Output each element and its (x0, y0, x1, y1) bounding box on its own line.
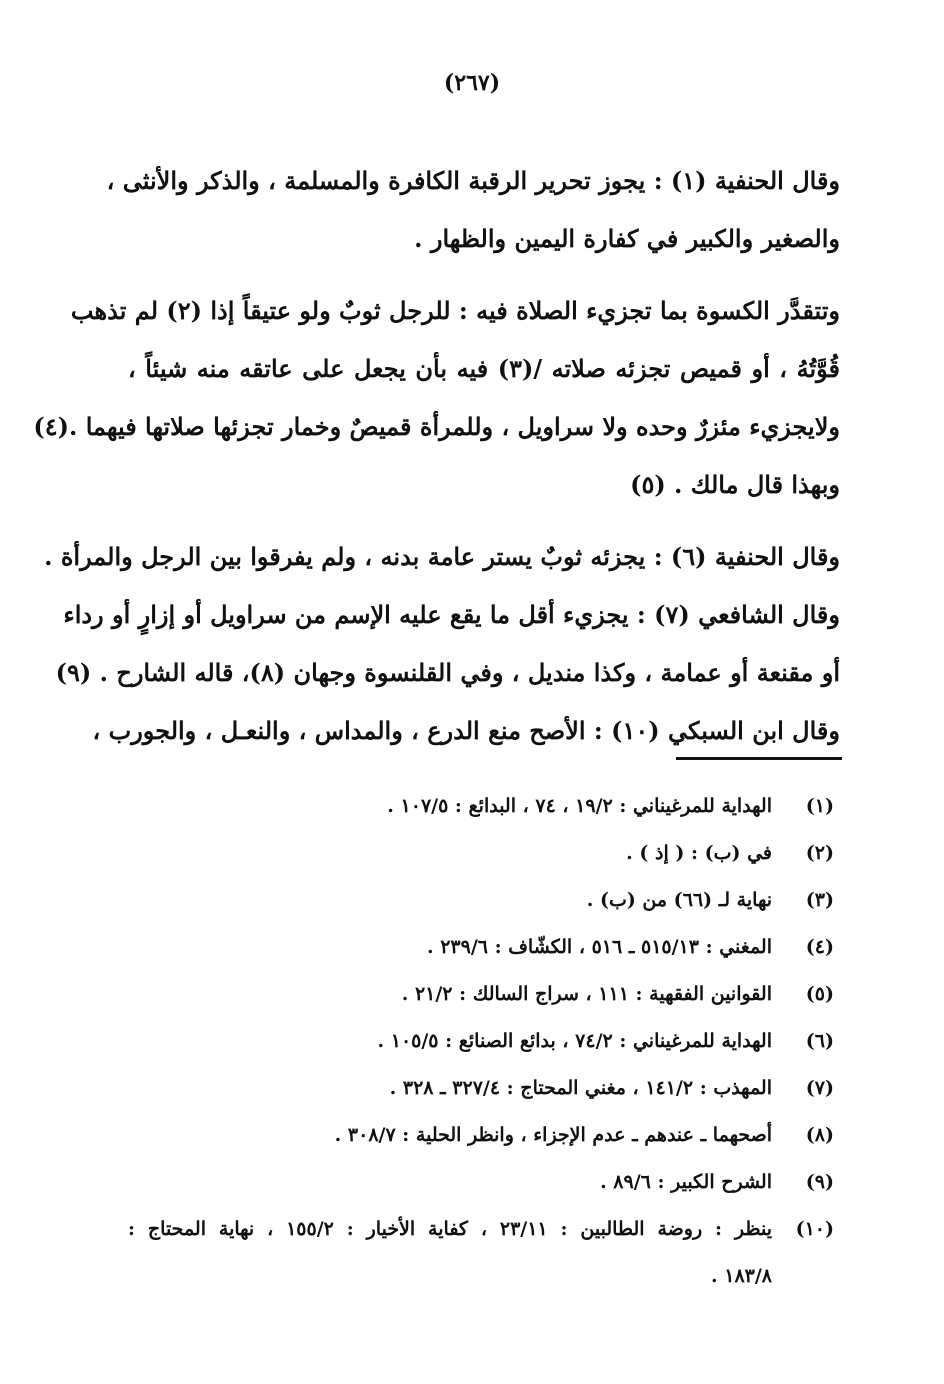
footnote-number: (٦) (805, 1030, 834, 1052)
text-line: ولايجزيء مئزرٌ وحده ولا سراويل ، وللمرأة قميصٌ وخمار تجزئها صلاتها فيهما .(٤) (33, 412, 840, 441)
footnote-number: (٥) (805, 983, 834, 1005)
footnote-text: المهذب : ١٤١/٢ ، مغني المحتاج : ٣٢٧/٤ ـ ٣٢٨ . (389, 1077, 772, 1099)
text-line: قُوَّتُهُ ، أو قميص تجزئه صلاته /(٣) فيه بأن يجعل على عاتقه منه شيئاً ، (128, 354, 841, 383)
footnote-number: (٩) (805, 1171, 834, 1193)
text-line: أو مقنعة أو عمامة ، وكذا منديل ، وفي القلنسوة وجهان (٨)، قاله الشارح . (٩) (55, 658, 840, 687)
footnote (128, 880, 840, 927)
text-line: وقال الحنفية (١) : يجوز تحرير الرقبة الكافرة والمسلمة ، والذكر والأنثى ، (106, 166, 840, 195)
footnote (128, 1068, 840, 1115)
footnote (128, 1115, 840, 1162)
text-line: والصغير والكبير في كفارة اليمين والظهار . (414, 224, 840, 253)
footnote-continuation: ١٨٣/٨ . (711, 1265, 772, 1287)
footnote (128, 1162, 840, 1209)
footnote-text: في (ب) : ( إذ ) . (626, 842, 772, 864)
text-line: وبهذا قال مالك . (٥) (630, 470, 840, 499)
footnote-number: (٧) (805, 1077, 834, 1099)
footnote-number: (٨) (805, 1124, 834, 1146)
footnote-text: الشرح الكبير : ٨٩/٦ . (600, 1171, 772, 1193)
footnotes (128, 786, 840, 1300)
footnote-number: (١) (805, 795, 834, 817)
footnote (128, 1209, 840, 1256)
footnote-number: (٣) (805, 889, 834, 911)
text-line: وقال ابن السبكي (١٠) : الأصح منع الدرع ، والمداس ، والنعـل ، والجورب ، (92, 716, 840, 745)
footnote-text: نهاية لـ (٦٦) من (ب) . (586, 889, 772, 911)
page-number: (٢٦٧) (443, 70, 501, 96)
footnote-text: أصحهما ـ عندهم ـ عدم الإجزاء ، وانظر الحلية : ٣٠٨/٧ . (334, 1124, 772, 1146)
footnote-number: (٤) (805, 936, 834, 958)
footnote (128, 786, 840, 833)
footnote (128, 927, 840, 974)
footnote-text: المغني : ٥١٥/١٣ ـ ٥١٦ ، الكشّاف : ٢٣٩/٦ . (426, 936, 772, 958)
footnote-text: القوانين الفقهية : ١١١ ، سراج السالك : ٢١/٢ . (401, 983, 772, 1005)
footnote-text: الهداية للمرغيناني : ٧٤/٢ ، بدائع الصنائع : ١٠٥/٥ . (377, 1030, 772, 1052)
footnote-text: الهداية للمرغيناني : ١٩/٢ ، ٧٤ ، البدائع : ١٠٧/٥ . (387, 795, 772, 817)
footnote (128, 833, 840, 880)
text-line: وتتقدَّر الكسوة بما تجزيء الصلاة فيه : للرجل ثوبٌ ولو عتيقاً إذا (٢) لم تذهب (70, 296, 840, 325)
main-text (33, 156, 841, 764)
footnote (128, 974, 840, 1021)
footnote-separator (676, 757, 842, 760)
footnote-text: ينظر : روضة الطالبين : ٢٣/١١ ، كفاية الأخيار : ١٥٥/٢ ، نهاية المحتاج : (128, 1218, 772, 1240)
text-line: وقال الحنفية (٦) : يجزئه ثوبٌ يستر عامة بدنه ، ولم يفرقوا بين الرجل والمرأة . (44, 542, 840, 571)
footnote-number: (١٠) (795, 1218, 834, 1240)
footnote (128, 1021, 840, 1068)
text-line: وقال الشافعي (٧) : يجزيء أقل ما يقع عليه الإسم من سراويل أو إزارٍ أو رداء (63, 600, 840, 629)
footnote-number: (٢) (805, 842, 834, 864)
